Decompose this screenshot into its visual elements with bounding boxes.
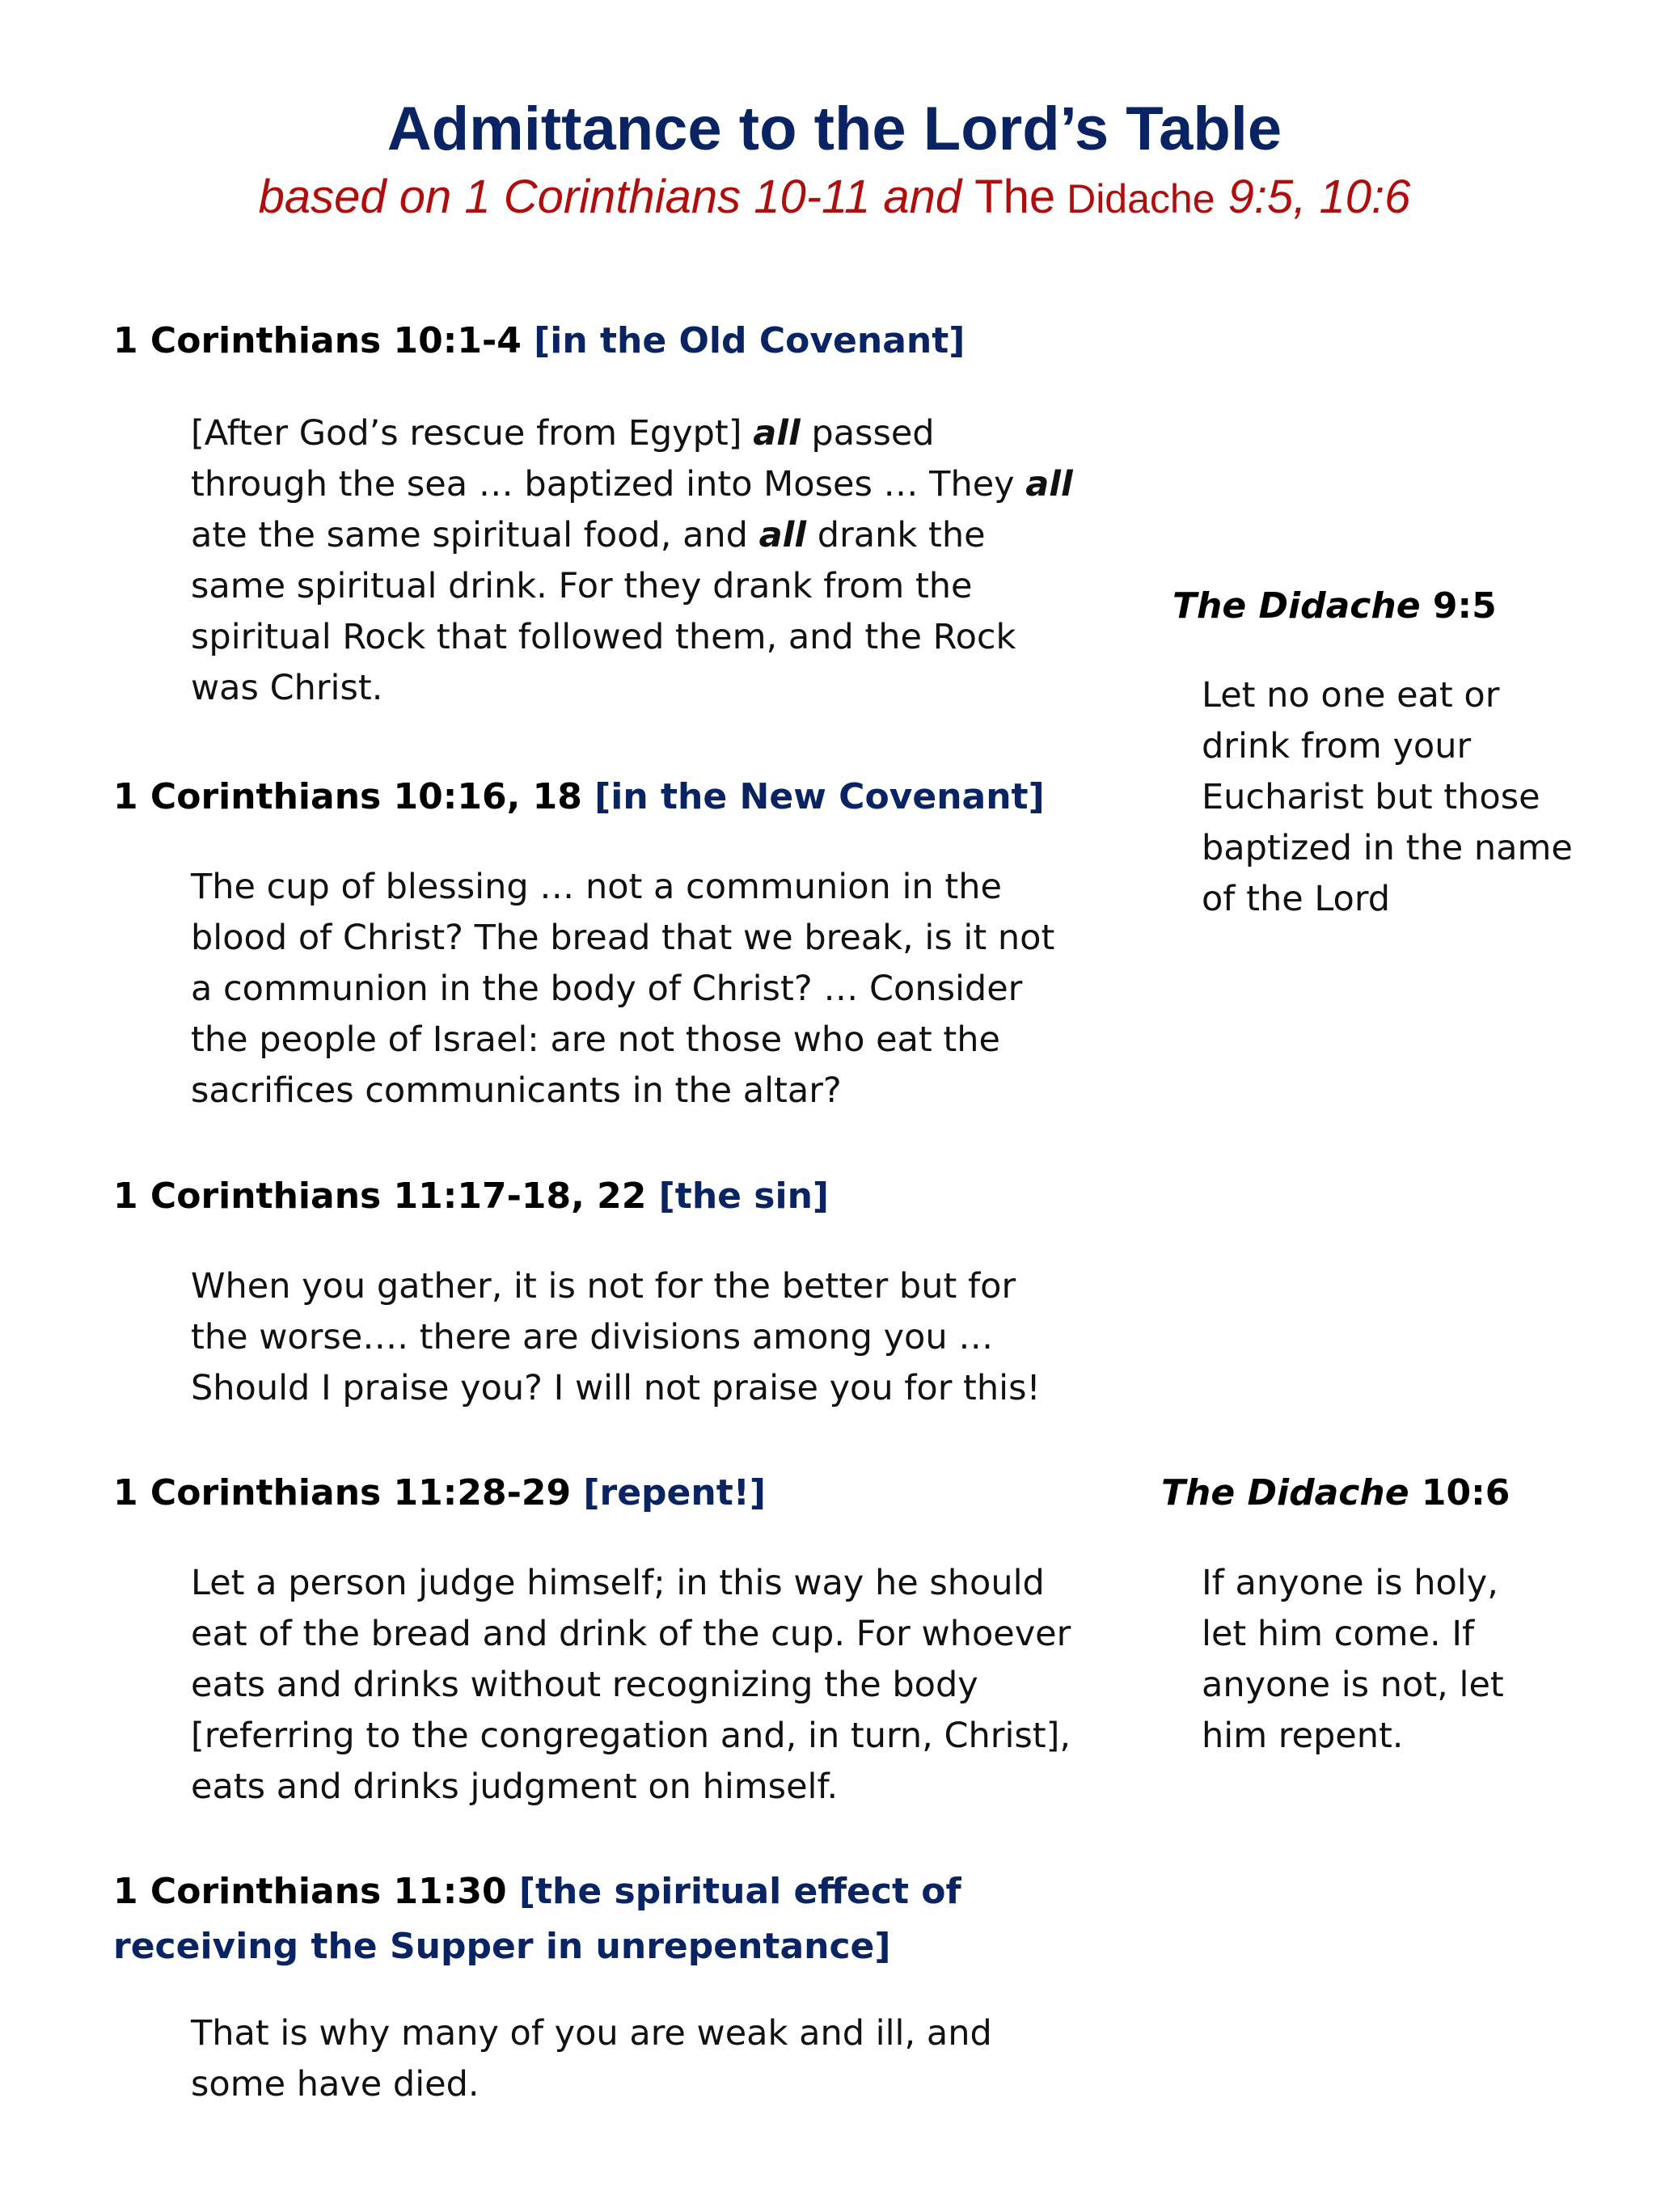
passage-text: drank the same spiritual drink. For they drank from the spiritual Rock that followed them, and the Rock was Christ. xyxy=(191,515,1016,708)
section-label: [in the Old Covenant] xyxy=(534,320,965,361)
section-ref: 1 Corinthians 11:28-29 xyxy=(113,1472,572,1513)
page-subtitle xyxy=(0,165,1669,231)
section-ref: 1 Corinthians 10:1-4 xyxy=(113,320,522,361)
sidebar-ref: 10:6 xyxy=(1409,1472,1511,1513)
section-label-line2: receiving the Supper in unrepentance] xyxy=(113,1926,891,1967)
section-ref: 1 Corinthians 11:30 xyxy=(113,1871,507,1912)
section-passage-5: That is why many of you are weak and ill, and some have died. xyxy=(191,2013,992,2104)
sidebar-heading-1 xyxy=(1173,579,1497,634)
section-ref: 1 Corinthians 10:16, 18 xyxy=(113,776,582,817)
section-ref: 1 Corinthians 11:17-18, 22 xyxy=(113,1176,647,1217)
section-label: [in the New Covenant] xyxy=(594,776,1045,817)
sidebar-ref: 9:5 xyxy=(1420,585,1497,627)
passage-text: [After God’s rescue from Egypt] xyxy=(191,413,754,454)
section-heading-3 xyxy=(113,1169,829,1224)
sidebar-text-1: Let no one eat or drink from your Eucharist but those baptized in the name of the Lord xyxy=(1202,675,1573,919)
sidebar-book: The Didache xyxy=(1161,1472,1409,1513)
section-heading-2 xyxy=(113,770,1045,825)
section-passage-3: When you gather, it is not for the better but for the worse…. there are divisions among you … Should I praise you? I will not praise you for this! xyxy=(191,1266,1041,1408)
section-label: [repent!] xyxy=(583,1472,766,1513)
emphasis-all: all xyxy=(753,413,801,454)
sidebar-heading-2 xyxy=(1161,1466,1510,1521)
section-heading-1 xyxy=(113,314,965,369)
section-label: [the spiritual effect of xyxy=(518,1871,961,1912)
subtitle-part4: 9:5, 10:6 xyxy=(1215,171,1411,223)
section-heading-4 xyxy=(113,1466,766,1521)
subtitle-part2: The xyxy=(974,171,1056,223)
emphasis-all: all xyxy=(1025,464,1073,504)
section-passage-4: Let a person judge himself; in this way he should eat of the bread and drink of the cup. For whoever eats and drinks without recognizing the body [referring to the congregation and, in turn, Christ], eats and drinks judgment on himself. xyxy=(191,1563,1071,1807)
section-passage-1 xyxy=(191,408,1080,714)
passage-text: ate the same spiritual food, and xyxy=(191,515,759,555)
sidebar-text-2: If anyone is holy, let him come. If anyone is not, let him repent. xyxy=(1202,1563,1504,1756)
section-heading-5 xyxy=(113,1864,961,1974)
subtitle-part3: Didache xyxy=(1055,176,1215,222)
emphasis-all: all xyxy=(758,515,807,555)
subtitle-part1: based on 1 Corinthians 10-11 and xyxy=(258,171,975,223)
sidebar-book: The Didache xyxy=(1173,585,1421,627)
page-title: Admittance to the Lord’s Table xyxy=(387,95,1282,163)
passage-text: passed through the sea … baptized into Moses … They xyxy=(191,413,1026,504)
section-passage-2: The cup of blessing … not a communion in the blood of Christ? The bread that we break, is it not a communion in the body of Christ? … Consider the people of Israel: are not those who eat the sacrifices communicants in the altar? xyxy=(191,867,1055,1111)
section-label: [the sin] xyxy=(658,1176,830,1217)
